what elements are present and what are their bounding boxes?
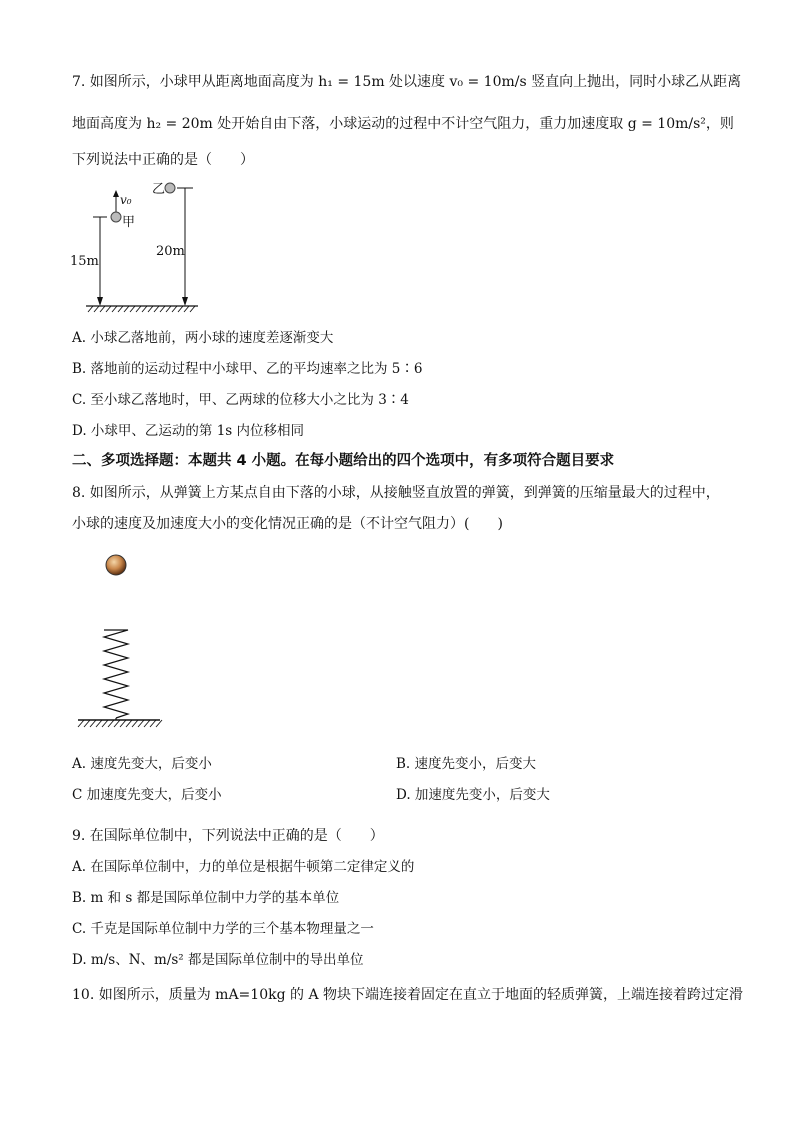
q7-stem-line-1: 7. 如图所示，小球甲从距离地面高度为 h₁ = 15m 处以速度 v₀ = 10m/s 竖直向上抛出，同时小球乙从距离	[72, 74, 742, 90]
q9-option-d: D. m/s、N、m/s² 都是国际单位制中的导出单位	[72, 952, 364, 968]
q10-stem-line-1: 10. 如图所示，质量为 mA=10kg 的 A 物块下端连接着固定在直立于地面的轻质弹簧，上端连接着跨过定滑	[72, 987, 743, 1003]
ball-jia	[111, 212, 121, 222]
q7-option-c: C. 至小球乙落地时，甲、乙两球的位移大小之比为 3∶4	[72, 392, 409, 408]
q7-stem-line-2: 地面高度为 h₂ = 20m 处开始自由下落，小球运动的过程中不计空气阻力，重力加速度取 g = 10m/s²，则	[72, 116, 734, 132]
ball-yi	[165, 183, 175, 193]
q8-option-b: B. 速度先变小，后变大	[396, 756, 537, 772]
ball-yi-label: 乙	[152, 182, 166, 197]
q8-option-c: C 加速度先变大，后变小	[72, 787, 222, 803]
q8-option-a: A. 速度先变大，后变小	[72, 756, 212, 772]
height-15m-arrow	[97, 297, 103, 306]
q7-option-a: A. 小球乙落地前，两小球的速度差逐渐变大	[72, 330, 334, 346]
spring	[104, 630, 128, 718]
q7-option-d: D. 小球甲、乙运动的第 1s 内位移相同	[72, 423, 305, 439]
q8-figure	[72, 550, 172, 740]
q8-option-d: D. 加速度先变小，后变大	[396, 787, 550, 803]
q8-stem-line-2: 小球的速度及加速度大小的变化情况正确的是（不计空气阻力）( )	[72, 516, 503, 532]
q9-option-b: B. m 和 s 都是国际单位制中力学的基本单位	[72, 890, 340, 906]
q7-stem-line-3: 下列说法中正确的是（ ）	[72, 152, 254, 168]
q9-option-c: C. 千克是国际单位制中力学的三个基本物理量之一	[72, 921, 374, 937]
q8-ground-hatch	[78, 720, 162, 727]
height-20m-label: 20m	[156, 244, 185, 259]
q9-option-a: A. 在国际单位制中，力的单位是根据牛顿第二定律定义的	[72, 859, 415, 875]
ball-jia-label: 甲	[122, 215, 136, 230]
section-2-heading: 二、多项选择题：本题共 4 小题。在每小题给出的四个选项中，有多项符合题目要求	[72, 453, 615, 469]
height-15m-label: 15m	[70, 254, 99, 269]
q7-option-b: B. 落地前的运动过程中小球甲、乙的平均速率之比为 5∶6	[72, 361, 423, 377]
ground-hatch	[88, 306, 195, 312]
q8-stem-line-1: 8. 如图所示，从弹簧上方某点自由下落的小球，从接触竖直放置的弹簧，到弹簧的压缩量最大的过程中，	[72, 485, 720, 501]
v0-arrow-head	[113, 190, 119, 197]
q7-figure	[70, 178, 200, 318]
height-20m-arrow	[182, 297, 188, 306]
q9-stem-line-1: 9. 在国际单位制中，下列说法中正确的是（ ）	[72, 828, 384, 844]
falling-ball	[106, 555, 126, 575]
v0-label: v₀	[120, 193, 132, 207]
